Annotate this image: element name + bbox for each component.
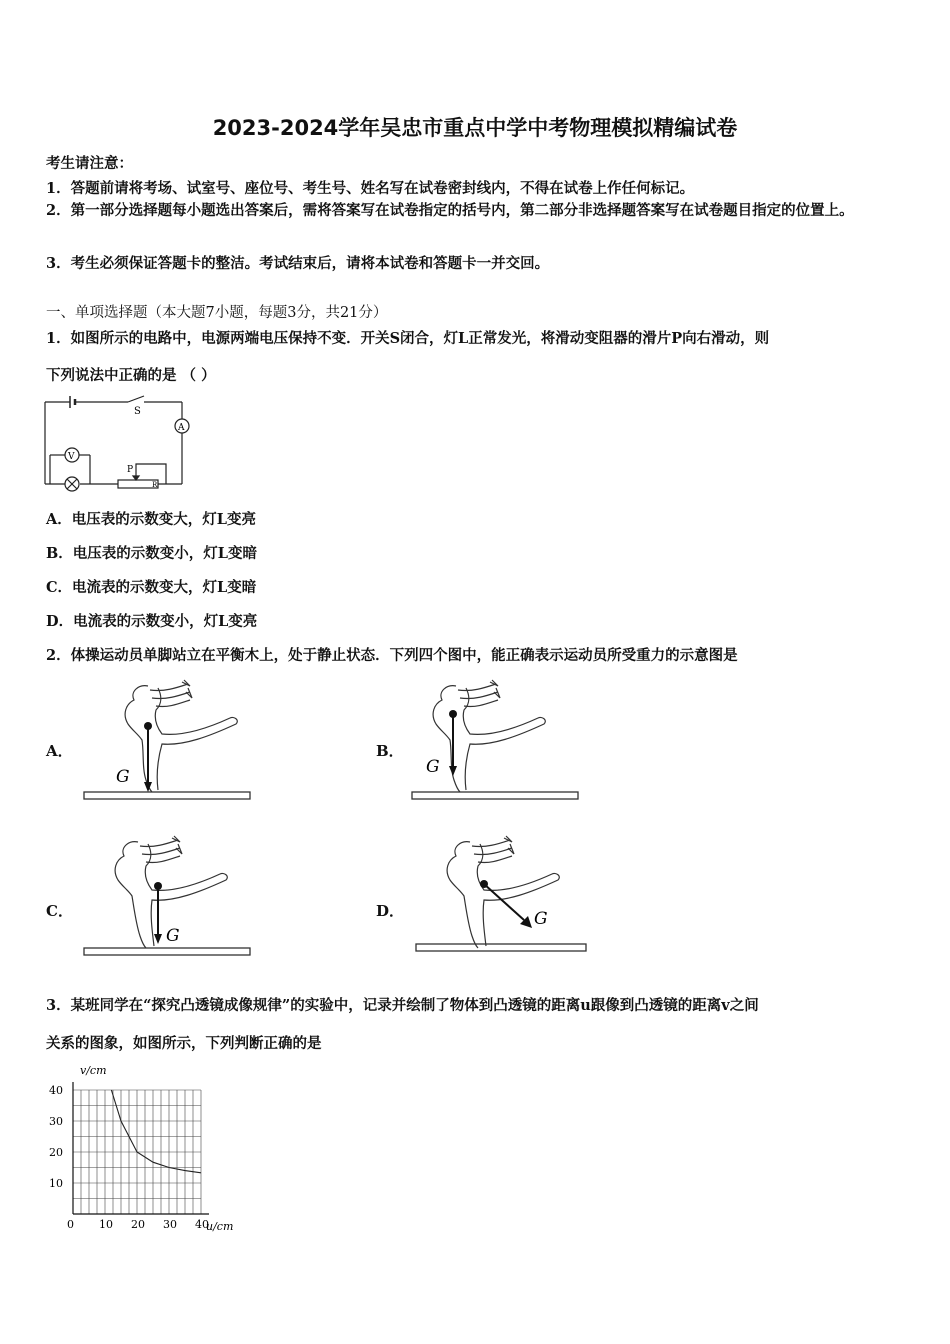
slider-label: P bbox=[127, 465, 134, 475]
ammeter-label: A bbox=[178, 423, 185, 433]
q3-stem-line1: 3．某班同学在“探究凸透镜成像规律”的实验中，记录并绘制了物体到凸透镜的距离u跟像到凸透镜的距离v之间 bbox=[46, 997, 759, 1014]
q2-figure-c-label[interactable]: C． bbox=[46, 902, 73, 920]
force-label: G bbox=[534, 909, 548, 929]
uv-chart bbox=[40, 1062, 250, 1238]
notice-item: 1．答题前请将考场、试室号、座位号、考生号、姓名写在试卷密封线内，不得在试卷上作任何标记。 bbox=[46, 180, 695, 197]
circuit-diagram bbox=[40, 392, 200, 496]
y-tick-label: 40 bbox=[49, 1084, 63, 1097]
notice-item: 2．第一部分选择题每小题选出答案后，需将答案写在试卷指定的括号内，第二部分非选择题答案写在试卷题目指定的位置上。 bbox=[46, 202, 854, 219]
x-tick-label: 20 bbox=[131, 1218, 145, 1231]
q2-figure-d-label[interactable]: D． bbox=[376, 902, 405, 920]
chart-axes bbox=[73, 1082, 209, 1214]
chart-x-label: u/cm bbox=[206, 1220, 234, 1233]
gymnast-figure bbox=[125, 680, 237, 792]
force-label: G bbox=[116, 767, 130, 787]
q3-stem-line2: 关系的图象，如图所示，下列判断正确的是 bbox=[46, 1035, 322, 1052]
gymnast-figure bbox=[447, 836, 559, 948]
q1-option-d[interactable]: D．电流表的示数变小，灯L变亮 bbox=[46, 613, 258, 630]
balance-beam bbox=[412, 792, 578, 799]
gymnast-figure bbox=[433, 680, 545, 792]
q2-figure-d bbox=[412, 834, 592, 959]
balance-beam bbox=[416, 944, 586, 951]
q1-option-c[interactable]: C．电流表的示数变大，灯L变暗 bbox=[46, 579, 257, 596]
force-label: G bbox=[166, 926, 180, 946]
y-tick-label: 20 bbox=[49, 1146, 63, 1159]
chart-y-label: v/cm bbox=[80, 1064, 107, 1077]
y-tick-label: 30 bbox=[49, 1115, 63, 1128]
x-tick-label: 10 bbox=[99, 1218, 113, 1231]
force-label: G bbox=[426, 757, 440, 777]
x-tick-label: 40 bbox=[195, 1218, 209, 1231]
x-tick-label: 30 bbox=[163, 1218, 177, 1231]
q2-figure-c bbox=[80, 834, 255, 959]
chart-series-curve bbox=[111, 1090, 201, 1173]
q2-stem: 2．体操运动员单脚站立在平衡木上，处于静止状态．下列四个图中，能正确表示运动员所受重力的示意图是 bbox=[46, 647, 738, 664]
q2-figure-b bbox=[408, 678, 583, 803]
switch-label: S bbox=[134, 406, 141, 417]
y-tick-label: 10 bbox=[49, 1177, 63, 1190]
q1-option-a[interactable]: A．电压表的示数变大，灯L变亮 bbox=[46, 511, 256, 528]
q2-figure-b-label[interactable]: B． bbox=[376, 742, 404, 760]
page-title: 2023-2024学年吴忠市重点中学中考物理模拟精编试卷 bbox=[212, 116, 738, 140]
q1-stem-line2: 下列说法中正确的是 （ ） bbox=[46, 367, 216, 384]
q2-figure-a-label[interactable]: A． bbox=[46, 742, 73, 760]
voltmeter-label: V bbox=[68, 452, 75, 462]
balance-beam bbox=[84, 792, 250, 799]
q1-stem-line1: 1．如图所示的电路中，电源两端电压保持不变．开关S闭合，灯L正常发光，将滑动变阻器的滑片P向右滑动，则 bbox=[46, 330, 770, 347]
balance-beam bbox=[84, 948, 250, 955]
q1-option-b[interactable]: B．电压表的示数变小，灯L变暗 bbox=[46, 545, 257, 562]
q2-figure-a bbox=[80, 678, 255, 803]
switch-blade bbox=[128, 396, 144, 402]
x-tick-label: 0 bbox=[67, 1218, 74, 1231]
notice-heading: 考生请注意： bbox=[46, 155, 133, 172]
notice-item: 3．考生必须保证答题卡的整洁。考试结束后，请将本试卷和答题卡一并交回。 bbox=[46, 255, 550, 272]
section-heading: 一、单项选择题（本大题7小题，每题3分，共21分） bbox=[46, 305, 388, 321]
slider-arrow bbox=[133, 476, 139, 480]
rheostat-label: R bbox=[152, 481, 158, 489]
